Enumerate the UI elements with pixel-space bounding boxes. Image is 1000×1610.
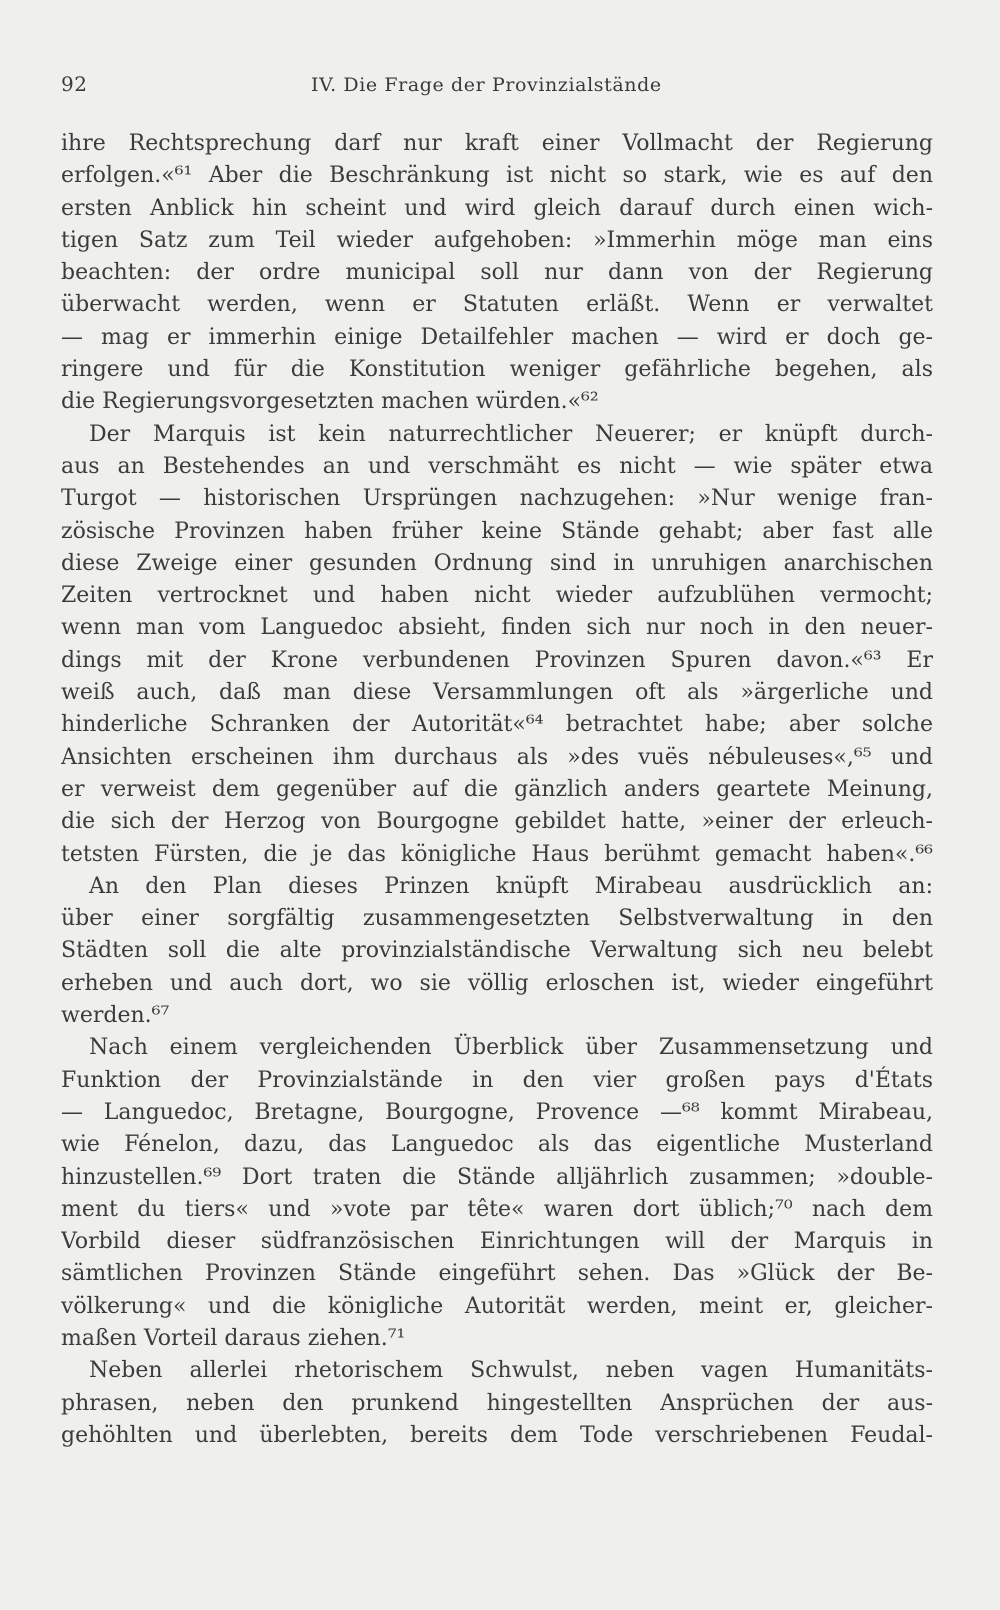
text-line: Vorbild dieser südfranzösischen Einrichtungen will der Marquis in (61, 1229, 933, 1255)
text-line: phrasen, neben den prunkend hingestellten Ansprüchen der aus- (61, 1390, 933, 1416)
text-line: Zeiten vertrocknet und haben nicht wieder aufzublühen vermocht; (61, 583, 933, 609)
text-line: tetsten Fürsten, die je das königliche Haus berühmt gemacht haben«.⁶⁶ (61, 841, 933, 867)
text-line: beachten: der ordre municipal soll nur dann von der Regierung (61, 260, 933, 286)
text-line: die sich der Herzog von Bourgogne gebildet hatte, »einer der erleuch- (61, 809, 933, 835)
text-line: tigen Satz zum Teil wieder aufgehoben: »Immerhin möge man eins (61, 227, 933, 253)
text-line: Turgot — historischen Ursprüngen nachzugehen: »Nur wenige fran- (61, 486, 933, 512)
text-line: — Languedoc, Bretagne, Bourgogne, Provence —⁶⁸ kommt Mirabeau, (61, 1099, 933, 1125)
text-line: hinzustellen.⁶⁹ Dort traten die Stände alljährlich zusammen; »double- (61, 1164, 933, 1190)
text-line: zösische Provinzen haben früher keine Stände gehabt; aber fast alle (61, 518, 933, 544)
text-line: Funktion der Provinzialstände in den vier großen pays d'États (61, 1067, 933, 1093)
text-line: werden.⁶⁷ (61, 1003, 170, 1029)
page-number: 92 (61, 72, 88, 96)
text-line: völkerung« und die königliche Autorität werden, meint er, gleicher- (61, 1293, 933, 1319)
text-line: Der Marquis ist kein naturrechtlicher Neuerer; er knüpft durch- (89, 421, 933, 447)
text-line: er verweist dem gegenüber auf die gänzlich anders geartete Meinung, (61, 776, 933, 802)
text-line: gehöhlten und überlebten, bereits dem Tode verschriebenen Feudal- (61, 1422, 933, 1448)
text-line: Neben allerlei rhetorischem Schwulst, neben vagen Humanitäts- (89, 1358, 933, 1384)
text-line: dings mit der Krone verbundenen Provinzen Spuren davon.«⁶³ Er (61, 647, 933, 673)
text-line: wenn man vom Languedoc absieht, finden sich nur noch in den neuer- (61, 615, 933, 641)
body-text (61, 128, 933, 1452)
text-line: maßen Vorteil daraus ziehen.⁷¹ (61, 1325, 406, 1351)
text-line: ihre Rechtsprechung darf nur kraft einer Vollmacht der Regierung (61, 131, 933, 156)
text-line: erheben und auch dort, wo sie völlig erloschen ist, wieder eingeführt (61, 970, 933, 996)
text-line: diese Zweige einer gesunden Ordnung sind in unruhigen anarchischen (61, 550, 933, 576)
text-line: aus an Bestehendes an und verschmäht es nicht — wie später etwa (61, 453, 933, 479)
text-line: ment du tiers« und »vote par tête« waren dort üblich;⁷⁰ nach dem (61, 1196, 933, 1222)
text-line: Ansichten erscheinen ihm durchaus als »des vuës nébuleuses«,⁶⁵ und (61, 744, 933, 770)
text-line: — mag er immerhin einige Detailfehler machen — wird er doch ge- (61, 324, 933, 350)
text-line: über einer sorgfältig zusammengesetzten Selbstverwaltung in den (61, 906, 933, 932)
text-line: wie Fénelon, dazu, das Languedoc als das eigentliche Musterland (61, 1132, 933, 1158)
text-line: die Regierungsvorgesetzten machen würden.«⁶² (61, 389, 599, 415)
text-line: hinderliche Schranken der Autorität«⁶⁴ betrachtet habe; aber solche (61, 712, 933, 738)
text-line: erfolgen.«⁶¹ Aber die Beschränkung ist nicht so stark, wie es auf den (61, 163, 933, 189)
text-line: Nach einem vergleichenden Überblick über Zusammensetzung und (89, 1035, 933, 1061)
text-line: An den Plan dieses Prinzen knüpft Mirabeau ausdrücklich an: (89, 873, 933, 899)
text-line: weiß auch, daß man diese Versammlungen oft als »ärgerliche und (61, 680, 933, 706)
text-line: sämtlichen Provinzen Stände eingeführt sehen. Das »Glück der Be- (61, 1261, 933, 1287)
text-line: ersten Anblick hin scheint und wird gleich darauf durch einen wich- (61, 195, 933, 221)
text-line: Städten soll die alte provinzialständische Verwaltung sich neu belebt (61, 938, 933, 964)
running-head: IV. Die Frage der Provinzialstände (311, 74, 662, 96)
page-header (61, 72, 933, 102)
text-line: ringere und für die Konstitution weniger gefährliche begehen, als (61, 357, 933, 383)
text-line: überwacht werden, wenn er Statuten erläßt. Wenn er verwaltet (61, 292, 933, 318)
